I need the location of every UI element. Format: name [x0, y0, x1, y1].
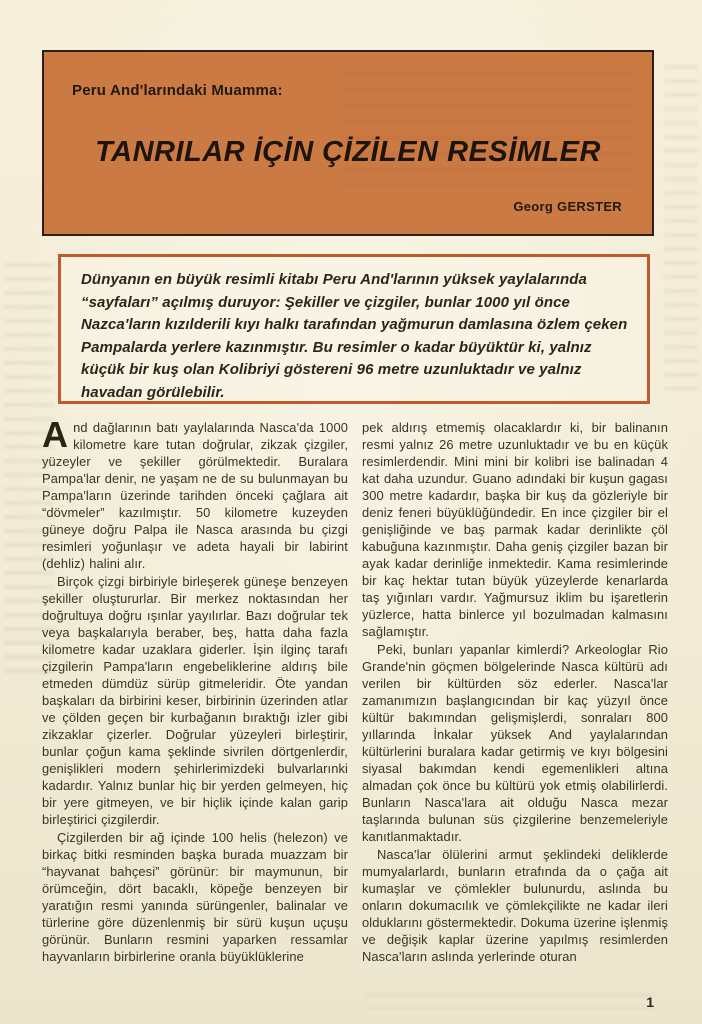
right-column — [362, 419, 668, 965]
body-paragraph: Nasca'lar ölülerini armut şeklindeki deliklerde mumyalarlardı, bunların etrafında da o çağa ait kumaşlar ve çömlekler bulunurdu, aslında bu onların dokumacılık ve çömlekçilikte ne kadar ileri olduklarını göstermektedir. Dokuma üzerine işlenmiş ve değişik kaplar üzerine yapılmış resimlerden Nasca'ların aslında yerlerinde oturan — [362, 847, 668, 964]
body-paragraph: pek aldırış etmemiş olacaklardır ki, bir balinanın resmi yalnız 26 metre uzunluktadır ve bu en küçük resimlerdendir. Mini mini bir kolibri ise balinadan 4 kat daha uzundur. Guano adındaki bir kuşun gagası 300 metre kadardır, başka bir kuş da gözleriyle bir deniz feneri büyüklüğündedir. En ince çizgiler bir el genişliğinde ve baş parmak kadar derinlikte çöl kabuğuna kazınmıştır. Daha geniş çizgiler bazan bir ayak kadar derinliğe inmektedir. Kama resimlerinde bir kaç hektar tutan büyük yüzeylerde kenarlarda taş yığınları vardır. Yağmursuz iklim bu işaretlerin yüzlerce, hatta binlerce yıl bozulmadan kalmasını sağlamıştır. — [362, 420, 668, 639]
article-body — [42, 414, 668, 965]
bleed-through-text — [366, 988, 656, 1010]
left-column — [42, 414, 348, 965]
article-title: TANRILAR İÇİN ÇİZİLEN RESİMLER — [95, 136, 601, 168]
page-number: 1 — [646, 994, 654, 1010]
drop-cap: A — [42, 414, 69, 455]
body-paragraph: Peki, bunları yapanlar kimlerdi? Arkeologlar Rio Grande'nin göçmen bölgelerinde Nasca kültürü adı verilen bir kültürden söz ederler. Nasca'lar zamanımızın başlangıcından bir kaç yüzyıl önce kültür bakımından gelişmişlerdi, sonraları 800 yıllarında İnkalar yüksek And yaylalarından kültürlerini buralara kadar getirmiş ve kıyı bölgesini siyasal bakımdan kendi egemenlikleri altına almadan çok önce bu kültürü yok etmiş olabilirlerdi. Bunların Nasca'lara ait olduğu Nasca mezar taşlarında bulunan süs çizgilerine benzemeleriyle kanıtlanmaktadır. — [362, 642, 668, 844]
lead-text: Dünyanın en büyük resimli kitabı Peru And'larının yüksek yaylalarında “sayfaları” açılmış duruyor: Şekiller ve çizgiler, bunlar 1000 yıl önce Nazca'ların kızılderili kıyı halkı tarafından yağmurun damlasına özlem çeken Pampalarda yerlere kazınmıştır. Bu resimler o kadar büyüktür ki, yalnız küçük bir kuş olan Kolibriyi göstereni 96 metre uzunluktadır ve yalnız havadan görülebilir. — [81, 271, 628, 401]
body-paragraph — [42, 414, 348, 572]
body-paragraph: Birçok çizgi birbiriyle birleşerek güneşe benzeyen şekiller oluştururlar. Bir merkez noktasından her doğrultuya doğru ışınlar yayılırlar. Bazı doğrular tek veya başkalarıyla beraber, beş, hatta daha fazla kilometre kadar uzaklara giderler. İşin ilginç tarafı çizgilerin Pampa'ların engebeliklerine aldırış bile etmeden dümdüz sürüp gitmeleridir. Öte yandan başkaları da birbirini keser, birbirinin üzerinden atlar ve çölden geçen bir kurbağanın bıraktığı izler gibi zikzaklar çizerler. Doğrular yüzeyleri birleştirir, bunlar çoğun kama şeklinde sivrilen dörtgenlerdir, genişlikleri modern şehirlerimizdeki bulvarlarınki kadardır. Yalnız bunlar hiç bir yerden gelmeyen, hiç bir yere gitmeyen, ve bir hiçlik içinde kalan garip birleştirici çizgilerdir. — [42, 574, 348, 827]
article-header-box — [42, 50, 654, 236]
paragraph-text: nd dağlarının batı yaylalarında Nasca'da 1000 kilometre kare tutan doğrular, zikzak çizgiler, yüzeyler ve şekiller görülmektedir. Buralara Pampa'lar denir, ne yaşam ne de su bulunmayan bu Pampa'ların üzerinde tarihden önceki çağlara ait “dövmeler” kazılmıştır. 50 kilometre kuzeyden güneye doğru Palpa ile Nasca arasında bu çizgi resimleri yoğunlaşır ve adeta hayali bir labirint (dehliz) halini alır. — [42, 420, 348, 571]
article-kicker: Peru And'larındaki Muamma: — [72, 82, 283, 99]
bleed-through-text — [664, 60, 698, 390]
lead-paragraph-box — [58, 254, 650, 404]
author-byline: Georg GERSTER — [513, 199, 622, 214]
body-paragraph: Çizgilerden bir ağ içinde 100 helis (helezon) ve birkaç bitki resminden başka burada muazzam bir “hayvanat bahçesi” görünür: bir maymunun, bir örümceğin, dört bacaklı, köpeğe benzeyen bir yaratığın resmi yanında sürüngenler, balinalar ve türlerine göre düzenlenmiş bir sürü kuşun uçuşu görünür. Bunların resmini yaparken ressamlar hayvanların birbirlerine oranla büyüklüklerine — [42, 830, 348, 964]
